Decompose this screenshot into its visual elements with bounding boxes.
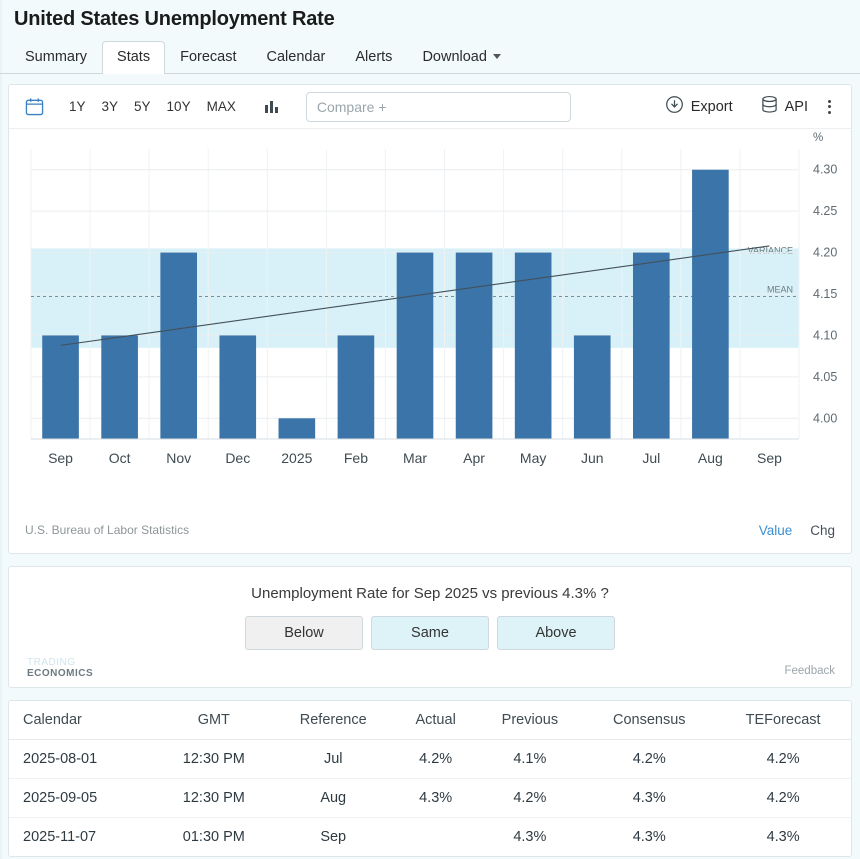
cell-consensus: 4.3% <box>583 779 715 818</box>
value-chg-toggle <box>759 523 835 538</box>
toggle-chg[interactable]: Chg <box>810 522 835 538</box>
tab-stats-label: Stats <box>117 48 151 65</box>
chart-toolbar <box>9 85 851 129</box>
cell-gmt: 01:30 PM <box>182 829 245 845</box>
column-header-calendar[interactable]: Calendar <box>9 701 156 740</box>
table-row[interactable] <box>9 779 851 818</box>
toggle-value[interactable]: Value <box>758 522 793 538</box>
svg-text:Aug: Aug <box>697 450 723 466</box>
tab-calendar-label: Calendar <box>266 48 326 65</box>
svg-text:Sep: Sep <box>48 450 73 466</box>
tab-forecast-label: Forecast <box>180 48 237 65</box>
api-label: API <box>784 98 808 115</box>
svg-text:4.20: 4.20 <box>813 245 838 260</box>
cell-teforecast: 4.2% <box>715 779 851 818</box>
cell-calendar: 2025-08-01 <box>9 740 156 779</box>
poll-options <box>9 616 851 650</box>
calendar-table-element <box>9 701 851 856</box>
poll-question: Unemployment Rate for Sep 2025 vs previous 4.3% ? <box>251 585 609 602</box>
column-header-previous[interactable]: Previous <box>476 701 583 740</box>
svg-text:Jul: Jul <box>642 450 661 466</box>
range-5y[interactable]: 5Y <box>134 99 151 114</box>
bar-chart-icon[interactable] <box>258 94 288 120</box>
cell-calendar: 2025-11-07 <box>23 829 97 845</box>
api-button[interactable] <box>753 91 816 122</box>
compare-input[interactable] <box>306 92 571 122</box>
calendar-icon[interactable] <box>19 94 49 120</box>
svg-text:Dec: Dec <box>225 450 251 466</box>
chart-card <box>8 84 852 554</box>
tab-summary-label: Summary <box>25 48 88 65</box>
chevron-down-icon <box>493 54 501 59</box>
svg-text:VARIANCE: VARIANCE <box>747 245 793 256</box>
range-10y[interactable]: 10Y <box>166 99 191 114</box>
cell-reference: Aug <box>272 779 395 818</box>
tab-stats[interactable] <box>102 41 165 75</box>
column-header-actual[interactable]: Actual <box>395 701 477 740</box>
export-label: Export <box>690 98 733 115</box>
chart-footer <box>9 519 851 553</box>
svg-text:Jun: Jun <box>580 450 604 466</box>
cell-teforecast: 4.2% <box>715 740 851 779</box>
export-button[interactable] <box>657 91 741 122</box>
feedback-link[interactable]: Feedback <box>784 665 835 677</box>
cell-actual: 4.3% <box>395 779 477 818</box>
database-icon <box>761 95 778 118</box>
tab-alerts-label: Alerts <box>355 48 393 65</box>
poll-card <box>8 566 852 688</box>
svg-text:Nov: Nov <box>166 450 192 466</box>
page-title: United States Unemployment Rate <box>14 8 335 30</box>
column-header-consensus[interactable]: Consensus <box>583 701 715 740</box>
page-header <box>0 0 860 38</box>
table-row[interactable] <box>9 818 851 857</box>
cell-actual <box>395 818 477 857</box>
svg-text:4.00: 4.00 <box>813 411 838 426</box>
tab-bar <box>0 38 860 74</box>
table-row[interactable] <box>9 740 851 779</box>
svg-text:May: May <box>519 450 547 466</box>
svg-text:%: % <box>813 132 824 144</box>
export-icon <box>665 95 684 118</box>
cell-consensus: 4.3% <box>632 829 666 845</box>
poll-option-same[interactable]: Same <box>371 616 489 650</box>
logo-line-2: ECONOMICS <box>27 667 94 679</box>
range-3y[interactable]: 3Y <box>101 99 119 114</box>
svg-text:4.25: 4.25 <box>813 204 838 219</box>
trading-economics-logo <box>27 658 93 679</box>
column-header-reference[interactable]: Reference <box>272 701 395 740</box>
svg-text:Oct: Oct <box>108 450 131 466</box>
kebab-menu-icon[interactable] <box>820 96 841 118</box>
svg-text:4.30: 4.30 <box>813 162 838 177</box>
calendar-table <box>8 700 852 857</box>
cell-consensus: 4.2% <box>583 740 715 779</box>
cell-previous: 4.1% <box>476 740 583 779</box>
tab-download[interactable] <box>407 41 516 74</box>
cell-calendar: 2025-09-05 <box>9 779 156 818</box>
svg-text:Feb: Feb <box>343 450 368 466</box>
cell-teforecast: 4.3% <box>766 829 800 845</box>
table-header-row <box>9 701 851 740</box>
compare-placeholder: Compare + <box>316 98 387 115</box>
tab-download-label: Download <box>422 48 487 65</box>
logo-line-1: TRADING <box>27 657 76 668</box>
cell-gmt: 12:30 PM <box>156 779 272 818</box>
unemployment-rate-bar-chart[interactable] <box>9 129 851 519</box>
svg-text:MEAN: MEAN <box>766 284 793 295</box>
cell-actual: 4.2% <box>395 740 477 779</box>
column-header-teforecast[interactable]: TEForecast <box>715 701 851 740</box>
cell-previous: 4.3% <box>513 829 547 845</box>
cell-previous: 4.2% <box>476 779 583 818</box>
chart-plot-area <box>9 129 851 519</box>
svg-text:2025: 2025 <box>281 450 313 466</box>
cell-reference: Sep <box>320 829 347 845</box>
poll-option-below[interactable]: Below <box>245 616 363 650</box>
cell-reference: Jul <box>272 740 395 779</box>
svg-text:Apr: Apr <box>463 450 485 466</box>
poll-option-above[interactable]: Above <box>497 616 615 650</box>
svg-text:Sep: Sep <box>757 450 782 466</box>
chart-source: U.S. Bureau of Labor Statistics <box>25 523 190 537</box>
column-header-gmt[interactable]: GMT <box>156 701 272 740</box>
tab-calendar[interactable] <box>252 41 341 74</box>
svg-text:Mar: Mar <box>402 450 428 466</box>
cell-gmt: 12:30 PM <box>156 740 272 779</box>
svg-text:4.15: 4.15 <box>813 287 838 301</box>
range-max[interactable]: MAX <box>206 99 236 114</box>
svg-text:4.10: 4.10 <box>813 328 838 343</box>
svg-text:4.05: 4.05 <box>813 369 838 384</box>
tab-alerts[interactable] <box>340 41 407 74</box>
range-1y[interactable]: 1Y <box>69 99 86 114</box>
tab-forecast[interactable] <box>165 41 251 74</box>
tab-summary[interactable] <box>10 41 102 74</box>
